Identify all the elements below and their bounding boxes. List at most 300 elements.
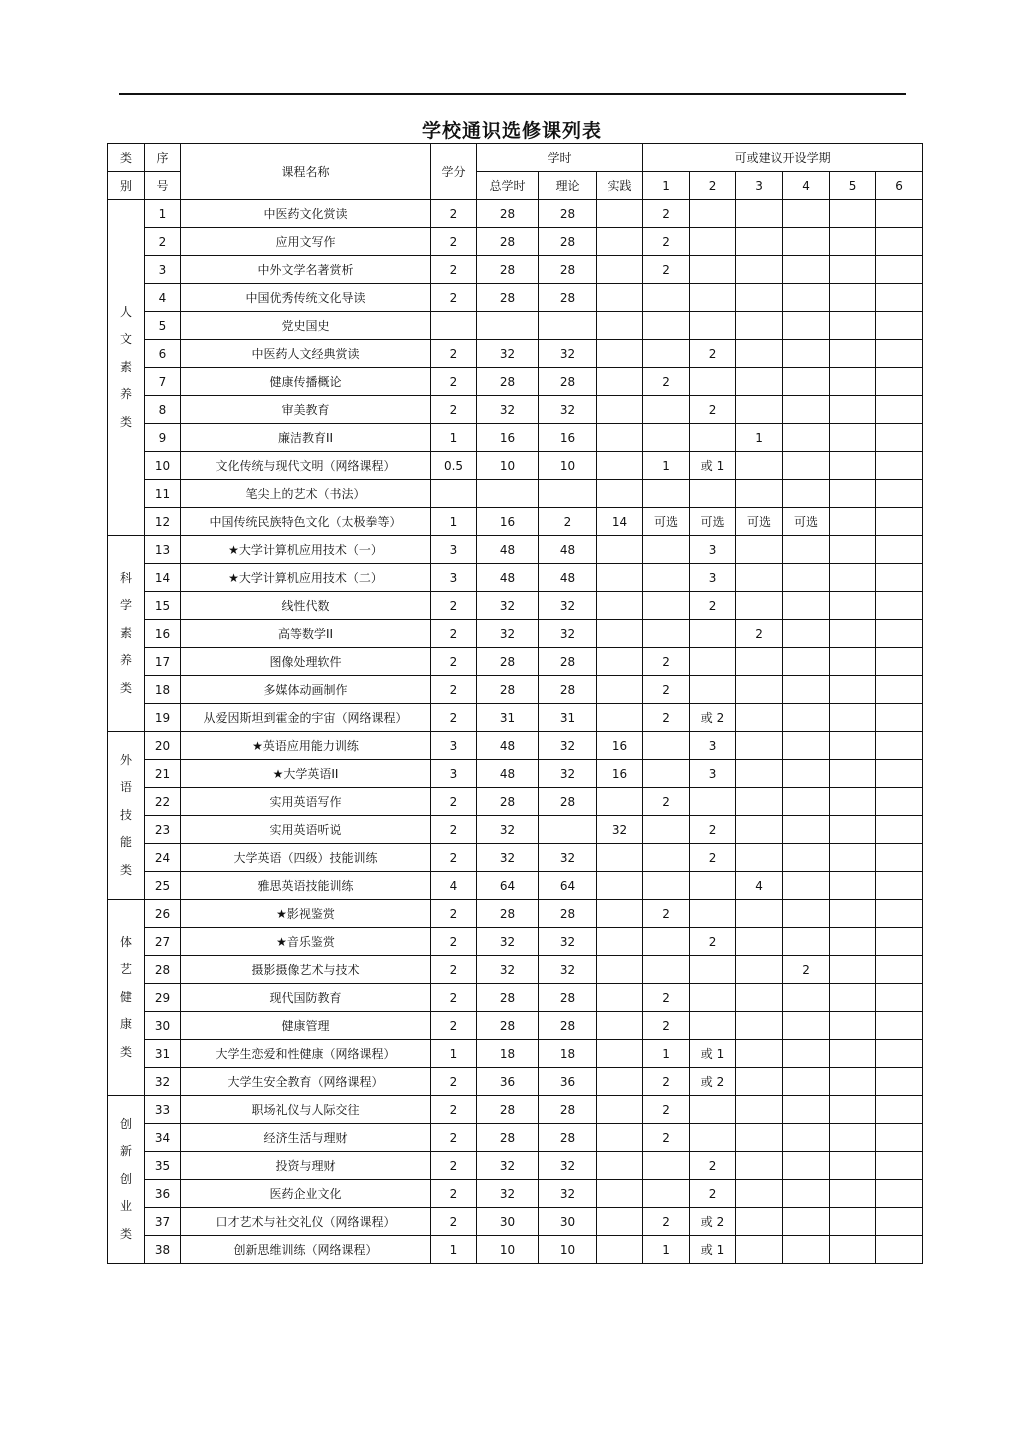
row-number: 10 — [145, 452, 181, 480]
practice-hours-cell — [597, 1208, 643, 1236]
semester-2-cell — [690, 648, 736, 676]
semester-4-cell — [783, 480, 830, 508]
semester-1-cell — [643, 564, 690, 592]
course-name: ★大学英语II — [181, 760, 431, 788]
total-hours-cell: 10 — [477, 1236, 539, 1264]
semester-1-cell — [643, 872, 690, 900]
credit-cell: 2 — [431, 1068, 477, 1096]
semester-2-cell — [690, 312, 736, 340]
semester-1-cell: 2 — [643, 648, 690, 676]
semester-6-cell — [876, 1124, 923, 1152]
semester-4-cell — [783, 984, 830, 1012]
credit-cell: 3 — [431, 564, 477, 592]
credit-cell: 2 — [431, 340, 477, 368]
semester-1-cell — [643, 340, 690, 368]
semester-1-cell: 2 — [643, 1096, 690, 1124]
semester-6-cell — [876, 676, 923, 704]
total-hours-cell: 32 — [477, 928, 539, 956]
course-name: 党史国史 — [181, 312, 431, 340]
semester-3-cell — [736, 284, 783, 312]
credit-cell: 2 — [431, 1012, 477, 1040]
semester-1-cell — [643, 592, 690, 620]
course-name: 雅思英语技能训练 — [181, 872, 431, 900]
semester-6-cell — [876, 424, 923, 452]
header-seq-2: 号 — [145, 172, 181, 200]
semester-5-cell — [830, 704, 876, 732]
theory-hours-cell: 10 — [539, 452, 597, 480]
credit-cell: 3 — [431, 536, 477, 564]
practice-hours-cell — [597, 340, 643, 368]
total-hours-cell: 30 — [477, 1208, 539, 1236]
course-name: 中国传统民族特色文化（太极拳等） — [181, 508, 431, 536]
header-semester-3: 3 — [736, 172, 783, 200]
credit-cell: 4 — [431, 872, 477, 900]
table-row — [108, 844, 923, 872]
semester-5-cell — [830, 1208, 876, 1236]
total-hours-cell: 28 — [477, 1012, 539, 1040]
total-hours-cell: 36 — [477, 1068, 539, 1096]
theory-hours-cell: 48 — [539, 564, 597, 592]
theory-hours-cell: 28 — [539, 256, 597, 284]
credit-cell: 2 — [431, 256, 477, 284]
semester-6-cell — [876, 928, 923, 956]
practice-hours-cell — [597, 620, 643, 648]
semester-5-cell — [830, 340, 876, 368]
semester-1-cell: 2 — [643, 788, 690, 816]
semester-6-cell — [876, 816, 923, 844]
total-hours-cell: 16 — [477, 424, 539, 452]
total-hours-cell: 28 — [477, 900, 539, 928]
semester-5-cell — [830, 788, 876, 816]
semester-3-cell — [736, 312, 783, 340]
semester-2-cell — [690, 956, 736, 984]
semester-5-cell — [830, 480, 876, 508]
semester-2-cell: 或 1 — [690, 1040, 736, 1068]
semester-6-cell — [876, 956, 923, 984]
semester-5-cell — [830, 312, 876, 340]
semester-3-cell — [736, 592, 783, 620]
semester-5-cell — [830, 872, 876, 900]
credit-cell: 2 — [431, 1096, 477, 1124]
semester-6-cell — [876, 1180, 923, 1208]
semester-4-cell — [783, 1124, 830, 1152]
semester-1-cell — [643, 732, 690, 760]
total-hours-cell: 18 — [477, 1040, 539, 1068]
theory-hours-cell: 28 — [539, 676, 597, 704]
semester-2-cell: 2 — [690, 816, 736, 844]
credit-cell: 2 — [431, 368, 477, 396]
course-name: 中医药文化赏读 — [181, 200, 431, 228]
row-number: 7 — [145, 368, 181, 396]
semester-6-cell — [876, 508, 923, 536]
theory-hours-cell: 28 — [539, 200, 597, 228]
practice-hours-cell — [597, 368, 643, 396]
theory-hours-cell: 32 — [539, 592, 597, 620]
header-semester-2: 2 — [690, 172, 736, 200]
row-number: 16 — [145, 620, 181, 648]
table-row — [108, 368, 923, 396]
semester-1-cell — [643, 1152, 690, 1180]
semester-6-cell — [876, 732, 923, 760]
semester-4-cell — [783, 1096, 830, 1124]
total-hours-cell: 48 — [477, 760, 539, 788]
semester-6-cell — [876, 704, 923, 732]
practice-hours-cell — [597, 200, 643, 228]
semester-5-cell — [830, 256, 876, 284]
semester-2-cell — [690, 256, 736, 284]
practice-hours-cell — [597, 844, 643, 872]
header-hours-theory: 理论 — [539, 172, 597, 200]
semester-6-cell — [876, 844, 923, 872]
practice-hours-cell — [597, 564, 643, 592]
semester-5-cell — [830, 284, 876, 312]
row-number: 1 — [145, 200, 181, 228]
table-row — [108, 648, 923, 676]
practice-hours-cell — [597, 284, 643, 312]
credit-cell: 2 — [431, 228, 477, 256]
theory-hours-cell: 28 — [539, 284, 597, 312]
total-hours-cell: 32 — [477, 1180, 539, 1208]
practice-hours-cell — [597, 1068, 643, 1096]
semester-5-cell — [830, 396, 876, 424]
row-number: 2 — [145, 228, 181, 256]
course-name: 高等数学II — [181, 620, 431, 648]
page-title: 学校通识选修课列表 — [421, 120, 602, 142]
row-number: 5 — [145, 312, 181, 340]
semester-2-cell: 2 — [690, 592, 736, 620]
semester-5-cell — [830, 1152, 876, 1180]
semester-2-cell — [690, 480, 736, 508]
semester-2-cell — [690, 788, 736, 816]
semester-2-cell — [690, 1012, 736, 1040]
semester-1-cell: 2 — [643, 1068, 690, 1096]
semester-6-cell — [876, 1096, 923, 1124]
semester-1-cell: 2 — [643, 1208, 690, 1236]
table-row — [108, 1236, 923, 1264]
semester-4-cell — [783, 900, 830, 928]
semester-6-cell — [876, 480, 923, 508]
total-hours-cell: 28 — [477, 228, 539, 256]
category-cell: 体 艺 健 康 类 — [108, 900, 145, 1096]
table-row — [108, 1040, 923, 1068]
semester-1-cell: 2 — [643, 200, 690, 228]
semester-5-cell — [830, 732, 876, 760]
course-name: 实用英语听说 — [181, 816, 431, 844]
semester-3-cell — [736, 452, 783, 480]
semester-4-cell — [783, 620, 830, 648]
practice-hours-cell: 14 — [597, 508, 643, 536]
semester-3-cell — [736, 956, 783, 984]
semester-5-cell — [830, 592, 876, 620]
course-name: 大学英语（四级）技能训练 — [181, 844, 431, 872]
row-number: 28 — [145, 956, 181, 984]
semester-5-cell — [830, 956, 876, 984]
semester-6-cell — [876, 648, 923, 676]
total-hours-cell: 48 — [477, 536, 539, 564]
semester-4-cell — [783, 788, 830, 816]
semester-3-cell — [736, 732, 783, 760]
total-hours-cell: 32 — [477, 620, 539, 648]
total-hours-cell: 28 — [477, 1124, 539, 1152]
semester-1-cell: 2 — [643, 368, 690, 396]
course-name: 健康传播概论 — [181, 368, 431, 396]
semester-3-cell — [736, 480, 783, 508]
table-row — [108, 620, 923, 648]
table-row — [108, 928, 923, 956]
row-number: 31 — [145, 1040, 181, 1068]
theory-hours-cell: 28 — [539, 648, 597, 676]
course-name: 从爱因斯坦到霍金的宇宙（网络课程） — [181, 704, 431, 732]
semester-4-cell — [783, 872, 830, 900]
theory-hours-cell — [539, 312, 597, 340]
semester-3-cell — [736, 1012, 783, 1040]
table-row — [108, 676, 923, 704]
semester-5-cell — [830, 508, 876, 536]
credit-cell: 2 — [431, 844, 477, 872]
semester-1-cell — [643, 396, 690, 424]
semester-4-cell — [783, 928, 830, 956]
semester-6-cell — [876, 340, 923, 368]
semester-1-cell — [643, 928, 690, 956]
practice-hours-cell: 32 — [597, 816, 643, 844]
semester-6-cell — [876, 312, 923, 340]
semester-2-cell: 2 — [690, 844, 736, 872]
table-row — [108, 816, 923, 844]
header-semester-5: 5 — [830, 172, 876, 200]
header-hours-total: 总学时 — [477, 172, 539, 200]
theory-hours-cell: 18 — [539, 1040, 597, 1068]
semester-6-cell — [876, 564, 923, 592]
practice-hours-cell — [597, 1040, 643, 1068]
semester-2-cell: 2 — [690, 396, 736, 424]
theory-hours-cell: 28 — [539, 1124, 597, 1152]
semester-4-cell — [783, 648, 830, 676]
course-name: ★英语应用能力训练 — [181, 732, 431, 760]
semester-5-cell — [830, 1040, 876, 1068]
row-number: 20 — [145, 732, 181, 760]
semester-3-cell — [736, 900, 783, 928]
credit-cell: 3 — [431, 760, 477, 788]
semester-4-cell — [783, 256, 830, 284]
course-name: 线性代数 — [181, 592, 431, 620]
row-number: 6 — [145, 340, 181, 368]
credit-cell: 2 — [431, 984, 477, 1012]
course-name: 职场礼仪与人际交往 — [181, 1096, 431, 1124]
row-number: 13 — [145, 536, 181, 564]
row-number: 9 — [145, 424, 181, 452]
semester-5-cell — [830, 984, 876, 1012]
credit-cell: 2 — [431, 816, 477, 844]
theory-hours-cell: 32 — [539, 340, 597, 368]
table-row — [108, 284, 923, 312]
semester-1-cell: 2 — [643, 1012, 690, 1040]
semester-3-cell — [736, 984, 783, 1012]
practice-hours-cell — [597, 984, 643, 1012]
course-table — [107, 143, 923, 1264]
theory-hours-cell: 28 — [539, 900, 597, 928]
practice-hours-cell — [597, 956, 643, 984]
semester-2-cell: 或 1 — [690, 452, 736, 480]
semester-3-cell — [736, 1208, 783, 1236]
credit-cell: 3 — [431, 732, 477, 760]
semester-3-cell — [736, 928, 783, 956]
header-rule — [119, 93, 906, 95]
semester-4-cell — [783, 1236, 830, 1264]
semester-1-cell: 2 — [643, 984, 690, 1012]
theory-hours-cell: 32 — [539, 396, 597, 424]
semester-3-cell: 4 — [736, 872, 783, 900]
semester-3-cell — [736, 788, 783, 816]
table-row — [108, 508, 923, 536]
semester-1-cell: 1 — [643, 1040, 690, 1068]
semester-5-cell — [830, 1012, 876, 1040]
semester-5-cell — [830, 1096, 876, 1124]
row-number: 14 — [145, 564, 181, 592]
semester-6-cell — [876, 1040, 923, 1068]
table-row — [108, 788, 923, 816]
practice-hours-cell — [597, 1236, 643, 1264]
semester-3-cell: 2 — [736, 620, 783, 648]
semester-2-cell: 2 — [690, 340, 736, 368]
semester-6-cell — [876, 788, 923, 816]
total-hours-cell: 28 — [477, 368, 539, 396]
table-row — [108, 452, 923, 480]
semester-1-cell — [643, 816, 690, 844]
semester-1-cell: 可选 — [643, 508, 690, 536]
table-row — [108, 256, 923, 284]
semester-6-cell — [876, 1068, 923, 1096]
semester-4-cell — [783, 424, 830, 452]
practice-hours-cell — [597, 928, 643, 956]
semester-5-cell — [830, 900, 876, 928]
semester-4-cell — [783, 760, 830, 788]
total-hours-cell: 32 — [477, 844, 539, 872]
credit-cell: 2 — [431, 284, 477, 312]
practice-hours-cell — [597, 536, 643, 564]
semester-2-cell: 3 — [690, 564, 736, 592]
row-number: 23 — [145, 816, 181, 844]
table-row — [108, 228, 923, 256]
course-name: ★音乐鉴赏 — [181, 928, 431, 956]
row-number: 37 — [145, 1208, 181, 1236]
total-hours-cell — [477, 312, 539, 340]
table-row — [108, 760, 923, 788]
semester-3-cell — [736, 256, 783, 284]
theory-hours-cell: 16 — [539, 424, 597, 452]
semester-4-cell — [783, 1180, 830, 1208]
total-hours-cell: 32 — [477, 1152, 539, 1180]
practice-hours-cell — [597, 704, 643, 732]
row-number: 3 — [145, 256, 181, 284]
semester-5-cell — [830, 844, 876, 872]
semester-2-cell: 3 — [690, 760, 736, 788]
course-name: 笔尖上的艺术（书法） — [181, 480, 431, 508]
semester-2-cell — [690, 984, 736, 1012]
semester-3-cell — [736, 368, 783, 396]
table-row — [108, 956, 923, 984]
semester-6-cell — [876, 536, 923, 564]
semester-6-cell — [876, 760, 923, 788]
table-row — [108, 732, 923, 760]
theory-hours-cell: 32 — [539, 732, 597, 760]
semester-6-cell — [876, 1012, 923, 1040]
total-hours-cell: 48 — [477, 564, 539, 592]
theory-hours-cell: 28 — [539, 1096, 597, 1124]
semester-5-cell — [830, 648, 876, 676]
semester-6-cell — [876, 368, 923, 396]
semester-4-cell — [783, 1012, 830, 1040]
semester-4-cell — [783, 396, 830, 424]
row-number: 27 — [145, 928, 181, 956]
semester-1-cell: 2 — [643, 676, 690, 704]
credit-cell — [431, 480, 477, 508]
credit-cell: 2 — [431, 1124, 477, 1152]
semester-4-cell — [783, 592, 830, 620]
course-name: 实用英语写作 — [181, 788, 431, 816]
practice-hours-cell — [597, 1012, 643, 1040]
practice-hours-cell — [597, 1152, 643, 1180]
practice-hours-cell: 16 — [597, 760, 643, 788]
semester-2-cell: 2 — [690, 1152, 736, 1180]
header-semester-4: 4 — [783, 172, 830, 200]
semester-4-cell — [783, 340, 830, 368]
row-number: 32 — [145, 1068, 181, 1096]
semester-6-cell — [876, 1208, 923, 1236]
credit-cell: 2 — [431, 648, 477, 676]
semester-1-cell — [643, 620, 690, 648]
semester-4-cell — [783, 536, 830, 564]
semester-3-cell — [736, 1236, 783, 1264]
table-row — [108, 900, 923, 928]
total-hours-cell: 48 — [477, 732, 539, 760]
course-name: 现代国防教育 — [181, 984, 431, 1012]
table-row — [108, 480, 923, 508]
course-name: 文化传统与现代文明（网络课程） — [181, 452, 431, 480]
semester-1-cell: 2 — [643, 256, 690, 284]
table-row — [108, 1180, 923, 1208]
semester-5-cell — [830, 200, 876, 228]
category-cell: 外 语 技 能 类 — [108, 732, 145, 900]
semester-2-cell: 3 — [690, 536, 736, 564]
theory-hours-cell: 32 — [539, 956, 597, 984]
table-row — [108, 1068, 923, 1096]
semester-2-cell — [690, 872, 736, 900]
semester-6-cell — [876, 256, 923, 284]
row-number: 38 — [145, 1236, 181, 1264]
course-name: 多媒体动画制作 — [181, 676, 431, 704]
practice-hours-cell — [597, 676, 643, 704]
row-number: 11 — [145, 480, 181, 508]
total-hours-cell: 32 — [477, 396, 539, 424]
theory-hours-cell: 30 — [539, 1208, 597, 1236]
theory-hours-cell: 32 — [539, 620, 597, 648]
semester-3-cell: 可选 — [736, 508, 783, 536]
credit-cell: 2 — [431, 1152, 477, 1180]
credit-cell: 1 — [431, 1040, 477, 1068]
semester-6-cell — [876, 452, 923, 480]
theory-hours-cell — [539, 480, 597, 508]
theory-hours-cell: 36 — [539, 1068, 597, 1096]
semester-6-cell — [876, 592, 923, 620]
semester-6-cell — [876, 284, 923, 312]
semester-1-cell — [643, 284, 690, 312]
semester-2-cell — [690, 284, 736, 312]
total-hours-cell: 31 — [477, 704, 539, 732]
credit-cell: 0.5 — [431, 452, 477, 480]
theory-hours-cell: 28 — [539, 788, 597, 816]
course-name: 经济生活与理财 — [181, 1124, 431, 1152]
theory-hours-cell: 28 — [539, 984, 597, 1012]
